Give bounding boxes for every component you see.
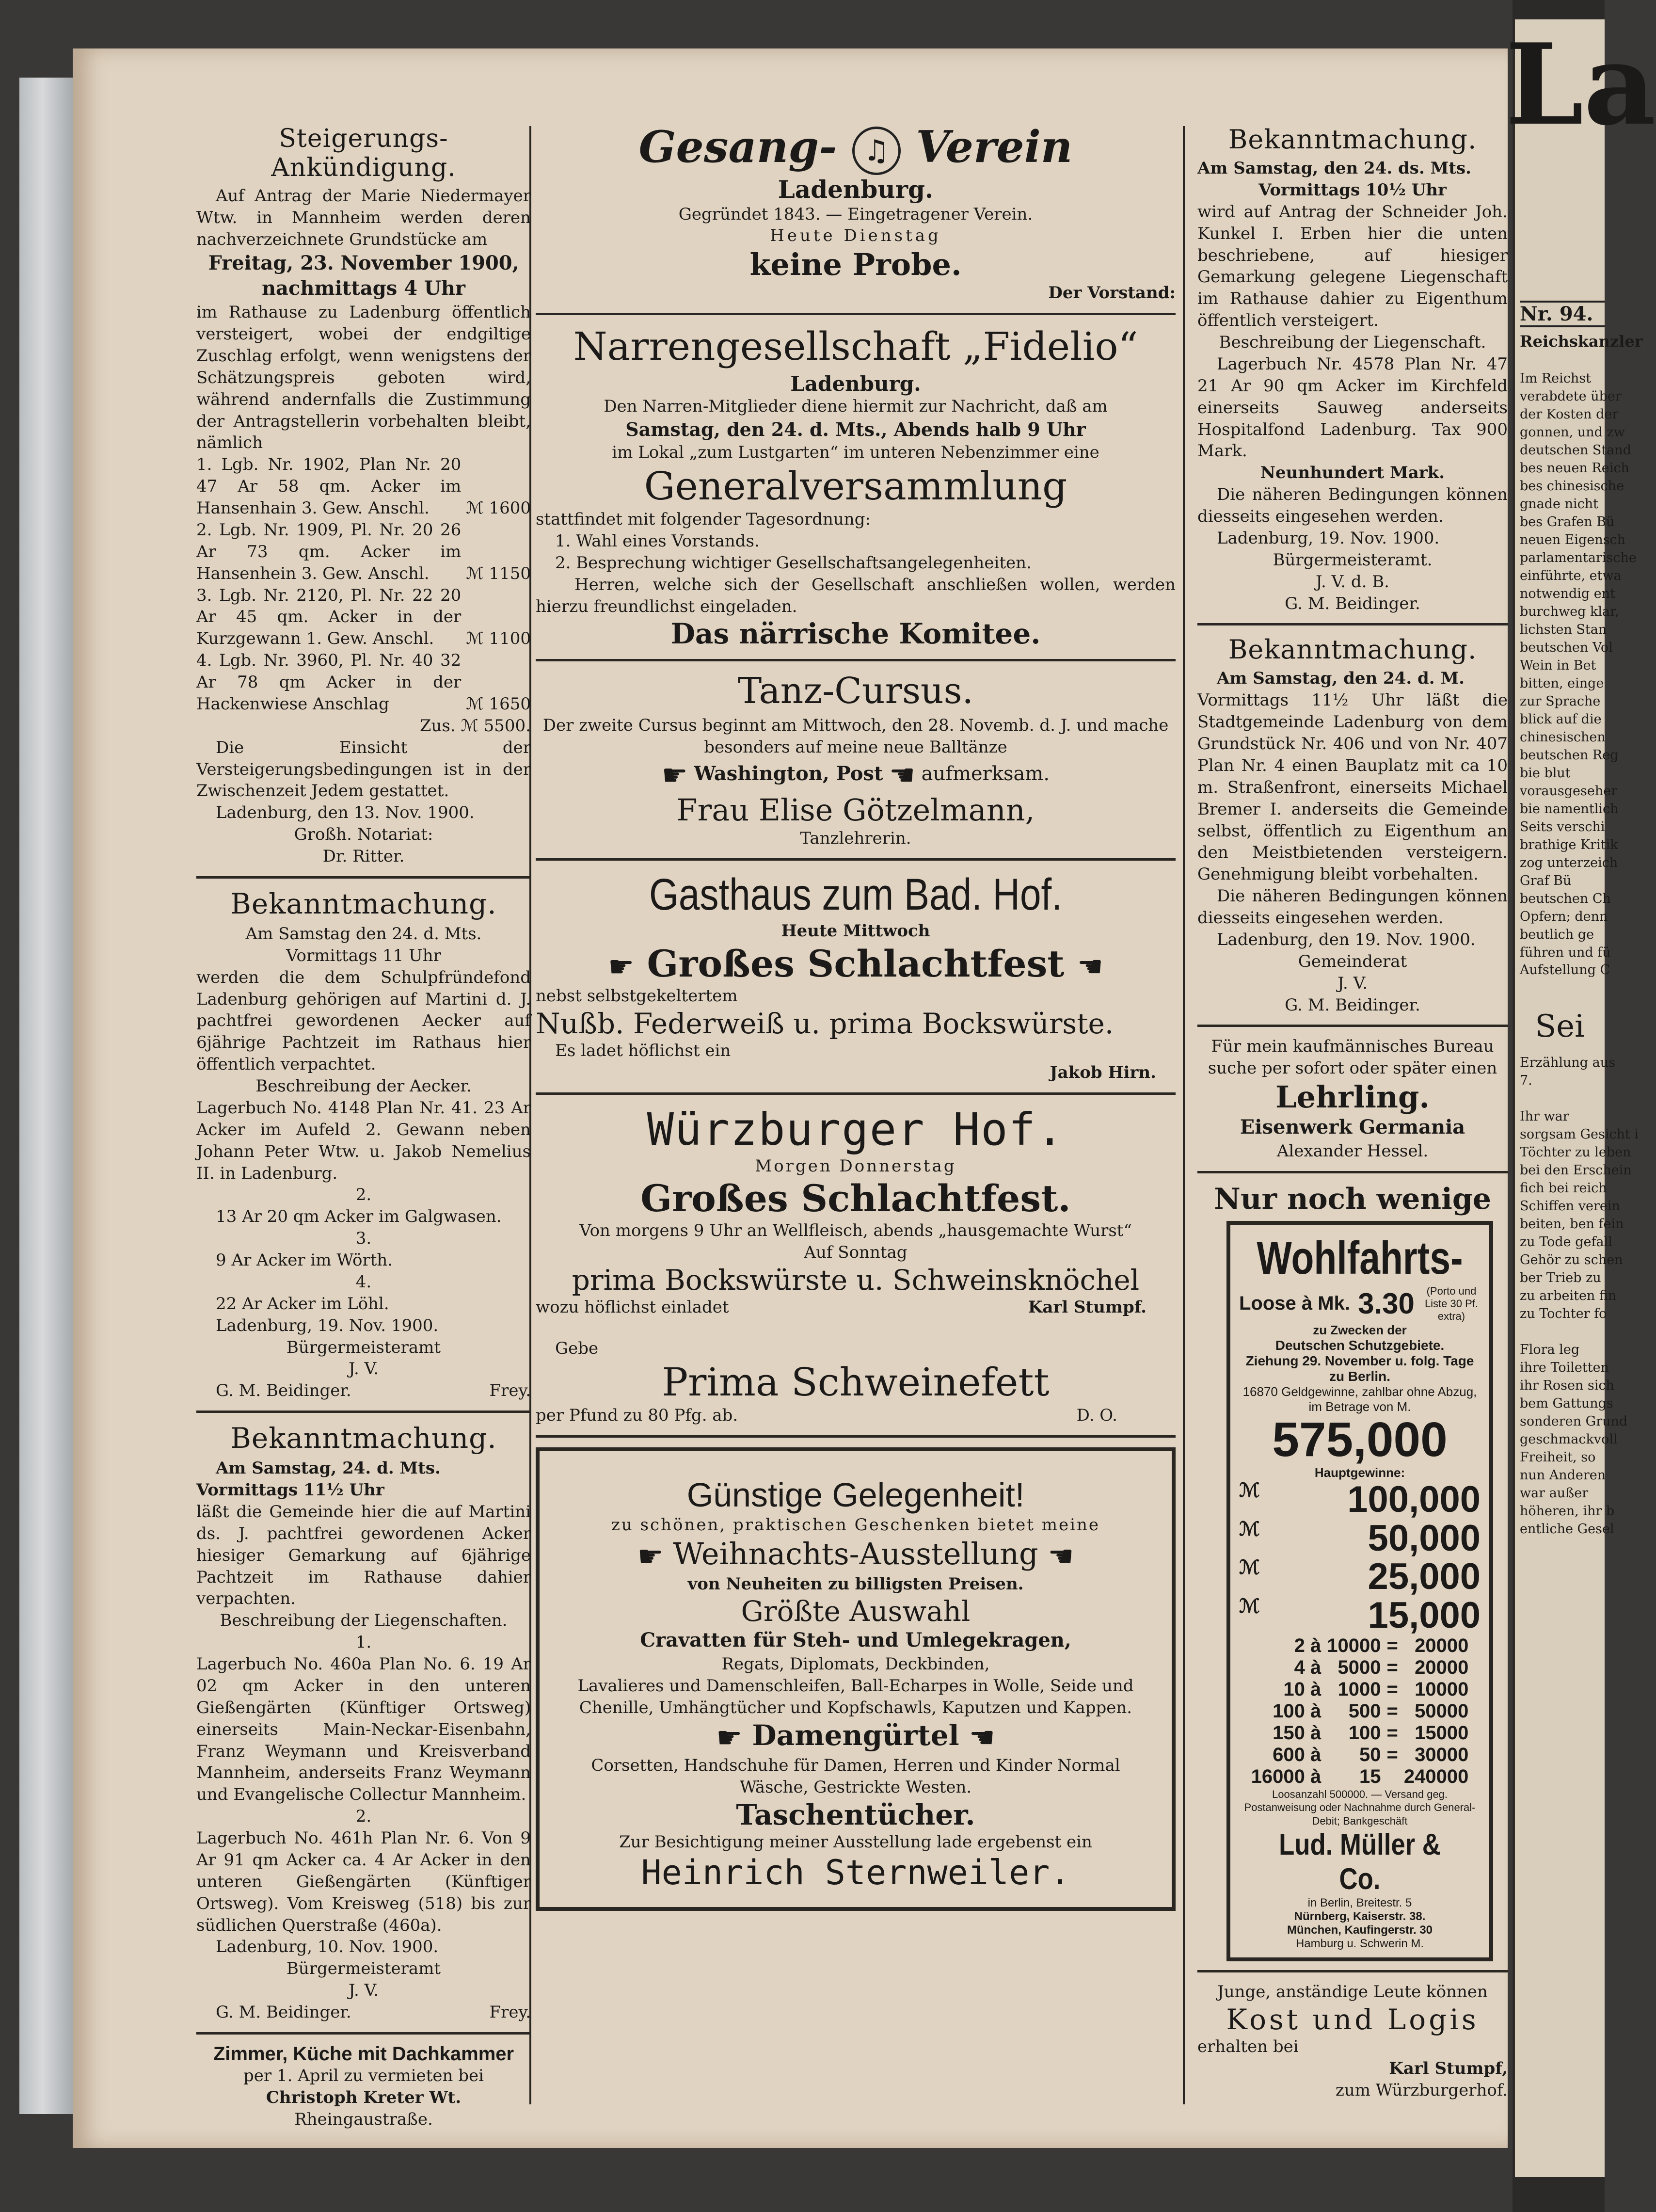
tanz-dance: Washington, Post	[694, 762, 883, 785]
c3-ad3-firm: Eisenwerk Germania	[1240, 1116, 1465, 1139]
wuerzburger-offer: prima Bockswürste u. Schweinsknöchel	[572, 1264, 1140, 1297]
narren-city: Ladenburg.	[790, 372, 921, 396]
weihnacht-items-3: Lavalieres und Damenschleifen, Ball-Echarpes in Wolle, Seide und Chenille, Umhängtücher und Kopfschawls, Kaputzen und Kappen.	[577, 1676, 1134, 1717]
c3-ad1-date: Am Samstag, den 24. ds. Mts.	[1197, 159, 1471, 178]
tanz-body: Der zweite Cursus beginnt am Mittwoch, den 28. Novemb. d. J. und mache besonders auf meine neue Balltänze	[542, 716, 1169, 757]
next-issue: Nr. 94.	[1520, 301, 1605, 327]
lotto-table-row	[1248, 1679, 1472, 1700]
lotto-table-cell: 100 à	[1273, 1700, 1322, 1722]
auction-time: nachmittags 4 Uhr	[261, 277, 466, 300]
c3-ad1-title: Bekanntmachung.	[1228, 124, 1477, 155]
wuerzburger-invite: wozu höflichst einladet	[536, 1298, 729, 1317]
tanz-ad	[536, 670, 1176, 850]
lotto-table-cell: 50000	[1415, 1700, 1469, 1722]
lotto-table-cell	[1384, 1766, 1401, 1788]
divider	[536, 1435, 1176, 1438]
weihnacht-items-2: Regats, Diplomats, Deckbinden,	[721, 1654, 990, 1674]
lotto-table-row	[1248, 1722, 1472, 1744]
auction-note: Die Einsicht der Versteigerungsbedingungen ist in der Zwischenzeit Jedem gestattet.	[196, 737, 531, 801]
fett-gebe: Gebe	[555, 1339, 599, 1359]
weihnacht-line2: von Neuheiten zu billigsten Preisen.	[687, 1574, 1024, 1594]
weihnacht-invite: Zur Besichtigung meiner Ausstellung lade ergebenst ein	[619, 1832, 1092, 1852]
auction-lot-2: 2. Lgb. Nr. 1909, Pl. Nr. 20 26 Ar 73 qm. Acker im Hansenhein 3. Gew. Anschl.	[196, 520, 462, 583]
lotto-title: Wohlfahrts-	[1257, 1232, 1463, 1284]
lease1-time: Vormittags 11 Uhr	[286, 946, 441, 965]
lotto-table-cell: 20000	[1415, 1635, 1469, 1656]
divider	[536, 858, 1176, 861]
pointing-hand-left-icon: ☚	[1048, 1539, 1074, 1573]
lease1-n2: 2.	[355, 1185, 372, 1205]
wuerzburger-when: Morgen Donnerstag	[755, 1156, 956, 1176]
weihnacht-belt: Damengürtel	[752, 1718, 959, 1752]
lease1-place: Ladenburg, 19. Nov. 1900.	[216, 1315, 439, 1335]
lotto-table-cell: 150 à	[1273, 1722, 1322, 1744]
c3-ad1-time: Vormittags 10½ Uhr	[1258, 180, 1447, 200]
c3-ad1-tax: Neunhundert Mark.	[1260, 463, 1445, 483]
c3-ad1-body: wird auf Antrag der Schneider Joh. Kunkel I. Erben hier die unten beschriebene, auf hiesiger Gemarkung gelegene Liegenschaft im Rathause dahier zu Eigenthum öffentlich versteigert.	[1197, 202, 1508, 331]
lease2-sign: G. M. Beidinger.	[216, 2003, 351, 2022]
lease2-n2: 2.	[355, 1807, 372, 1827]
lease-notice-2	[196, 1422, 531, 2023]
lease2-sub: Beschreibung der Liegenschaften.	[220, 1611, 508, 1631]
lotto-currency-2: ℳ	[1239, 1518, 1260, 1540]
c3-ad3-title: Lehrling.	[1275, 1079, 1430, 1115]
next-sub: Sei	[1535, 1009, 1585, 1045]
lease2-date: Am Samstag, 24. d. Mts.	[216, 1459, 441, 1478]
lease2-place: Ladenburg, 10. Nov. 1900.	[216, 1937, 439, 1957]
divider	[1197, 1171, 1508, 1173]
narren-agenda-intro: stattfindet mit folgender Tagesordnung:	[536, 510, 871, 529]
lotto-table-row	[1248, 1657, 1472, 1679]
c3-ad5-place: zum Würzburgerhof.	[1335, 2081, 1508, 2100]
divider	[1197, 623, 1508, 625]
narren-invite: Herren, welche sich der Gesellschaft anschließen wollen, werden hierzu freundlichst eingeladen.	[536, 575, 1176, 616]
wuerzburger-body: Von morgens 9 Uhr an Wellfleisch, abends „hausgemachte Wurst“	[579, 1221, 1132, 1241]
c3-ad2-note: Die näheren Bedingungen können diesseits eingesehen werden.	[1197, 886, 1508, 928]
lotto-jackpot: 575,000	[1272, 1412, 1448, 1467]
lotto-table	[1248, 1635, 1472, 1788]
weihnacht-sign: Heinrich Sternweiler.	[641, 1853, 1070, 1893]
lease2-time: Vormittags 11½ Uhr	[196, 1480, 384, 1500]
c3-ad1-note: Die näheren Bedingungen können diesseits eingesehen werden.	[1197, 485, 1508, 526]
auction-lot-3: 3. Lgb. Nr. 2120, Pl. Nr. 22 20 Ar 45 qm. Acker in der Kurzgewann 1. Gew. Anschl.	[196, 585, 462, 649]
lease2-title: Bekanntmachung.	[230, 1422, 497, 1455]
lotto-table-cell: =	[1386, 1656, 1398, 1678]
schweinefett-ad	[536, 1338, 1176, 1427]
lotto-table-cell: 16000 à	[1251, 1765, 1322, 1787]
lease-notice-1	[196, 887, 531, 1402]
lotto-prize-4: 15,000	[1368, 1595, 1481, 1636]
lotto-table-cell: 4 à	[1294, 1656, 1322, 1678]
room-body: per 1. April zu vermieten bei	[243, 2066, 484, 2085]
lease1-lot-2: 13 Ar 20 qm Acker im Galgwasen.	[216, 1207, 502, 1227]
lotto-table-cell: 240000	[1403, 1765, 1469, 1787]
lotto-table-cell: 10 à	[1283, 1678, 1322, 1700]
lotto-table-cell: 1000	[1338, 1678, 1381, 1700]
lotto-table-row	[1248, 1635, 1472, 1657]
lotto-table-cell: =	[1386, 1678, 1398, 1700]
divider	[196, 876, 531, 879]
next-masthead: La	[1505, 19, 1656, 150]
lease2-sign-2: Frey.	[489, 2003, 531, 2022]
lease1-lot-4: 22 Ar Acker im Löhl.	[216, 1294, 389, 1314]
lotto-purpose2: Deutschen Schutzgebiete.	[1275, 1337, 1445, 1353]
lotto-table-cell: =	[1386, 1635, 1398, 1656]
pointing-hand-right-icon: ☛	[661, 758, 688, 793]
lotto-city: zu Berlin.	[1329, 1368, 1390, 1384]
c3-ad5-body: Junge, anständige Leute können	[1217, 1982, 1488, 2002]
c3-ad2-office: Gemeinderat	[1298, 951, 1407, 971]
lotto-misc: Loosanzahl 500000. — Versand geg. Postanweisung oder Nachnahme durch General-Debit; Bankgeschäft	[1244, 1788, 1476, 1827]
c3-ad2-place: Ladenburg, den 19. Nov. 1900.	[1217, 930, 1476, 949]
c3-ad1-jv: J. V. d. B.	[1315, 572, 1389, 592]
lease1-office: Bürgermeisteramt	[286, 1337, 441, 1357]
badhof-sign: Jakob Hirn.	[1050, 1062, 1156, 1082]
lease1-jv: J. V.	[348, 1359, 379, 1379]
weihnacht-title: Günstige Gelegenheit!	[686, 1475, 1025, 1514]
room-name: Christoph Kreter Wt.	[266, 2087, 462, 2107]
lotto-table-cell: =	[1386, 1700, 1398, 1722]
tanz-title: Tanz-Cursus.	[737, 670, 974, 712]
lotto-addr1: in Berlin, Breitestr. 5	[1307, 1896, 1412, 1910]
auction-title: Steigerungs-Ankündigung.	[271, 124, 456, 182]
c3-ad1-office: Bürgermeisteramt.	[1273, 550, 1433, 570]
next-heading: Reichskanzler	[1520, 332, 1643, 351]
c3-ad2-jv: J. V.	[1337, 973, 1368, 993]
pointing-hand-left-icon: ☚	[889, 758, 915, 793]
lotto-table-cell: 100	[1348, 1722, 1381, 1744]
lotto-prize-2: 50,000	[1368, 1517, 1481, 1559]
badhof-event: Großes Schlachtfest	[647, 942, 1065, 985]
narren-date: Samstag, den 24. d. Mts., Abends halb 9 Uhr	[625, 418, 1086, 440]
auction-office: Großh. Notariat:	[294, 825, 433, 845]
lotto-currency-1: ℳ	[1239, 1479, 1260, 1501]
lotto-table-cell: 500	[1348, 1700, 1381, 1722]
weihnacht-hk: Taschentücher.	[736, 1798, 975, 1831]
lease1-sign-2: Frey.	[489, 1381, 531, 1401]
auction-lot-2-price: ℳ 1150	[466, 563, 531, 583]
divider	[196, 2032, 531, 2035]
gesang-city: Ladenburg.	[778, 175, 934, 204]
lotto-loose: Loose à Mk.	[1239, 1293, 1350, 1314]
lotto-addr2: Nürnberg, Kaiserstr. 38.	[1294, 1910, 1426, 1923]
lease2-lot-2: Lagerbuch No. 461h Plan Nr. 6. Von 9 Ar 91 qm Acker ca. 4 Ar Acker in den unteren Gießengärten (Künftiger Ortsweg). Vom Kreisweg (518) bis zur südlichen Querstraße (460a).	[196, 1828, 531, 1935]
lottery-box	[1226, 1221, 1493, 1962]
auction-lot-1: 1. Lgb. Nr. 1902, Plan Nr. 20 47 Ar 58 qm. Acker im Hansenhain 3. Gew. Anschl.	[196, 455, 462, 518]
wuerzburger-ad	[536, 1104, 1176, 1319]
next-page-fragment	[1505, 19, 1656, 2177]
c3-ad5-name: Karl Stumpf,	[1389, 2059, 1508, 2079]
pointing-hand-right-icon: ☛	[716, 1720, 743, 1755]
narren-event: Generalversammlung	[644, 464, 1067, 509]
auction-lots	[196, 454, 531, 715]
column-3	[1197, 121, 1508, 2101]
pointing-hand-left-icon: ☚	[1077, 949, 1103, 984]
book-spine	[19, 78, 78, 2114]
divider	[1197, 1970, 1508, 1972]
gesang-today: Heute Dienstag	[770, 226, 941, 246]
kost-logis-ad	[1197, 1981, 1508, 2101]
room-street: Rheingaustraße.	[294, 2109, 433, 2129]
lotto-purpose1: zu Zwecken der	[1313, 1322, 1407, 1337]
column-1	[196, 121, 531, 2131]
weihnachts-ad	[536, 1447, 1176, 1911]
narren-ad	[536, 324, 1176, 650]
lease1-title: Bekanntmachung.	[230, 887, 497, 920]
pointing-hand-right-icon: ☛	[608, 949, 634, 984]
lotto-table-cell: 15000	[1415, 1722, 1469, 1744]
auction-sign: Dr. Ritter.	[322, 847, 405, 866]
c3-ad1-place: Ladenburg, 19. Nov. 1900.	[1217, 528, 1440, 548]
lotto-table-row	[1248, 1700, 1472, 1722]
wuerzburger-title: Würzburger Hof.	[647, 1103, 1065, 1155]
tanz-role: Tanzlehrerin.	[800, 829, 911, 849]
fett-sign: D. O.	[1076, 1405, 1117, 1425]
lotto-table-cell: 2 à	[1294, 1635, 1322, 1656]
narren-sign: Das närrische Komitee.	[670, 617, 1041, 651]
gesang-founded: Gegründet 1843. — Eingetragener Verein.	[678, 204, 1033, 224]
auction-lot-3-price: ℳ 1100	[466, 629, 531, 649]
auction-lot-4-price: ℳ 1650	[466, 694, 531, 714]
c3-ad2-sign: G. M. Beidinger.	[1285, 995, 1420, 1015]
lotto-header: Nur noch wenige	[1213, 1182, 1492, 1216]
room-ad	[196, 2043, 531, 2131]
gesang-title-right: Verein	[916, 121, 1073, 173]
next-text-1: Im Reichst verabdete über der Kosten der gonnen, und zw deutschen Stand bes neuen Reich bes chinesische gnade nicht bes Grafen Bü neuen Eigensch parlamentarische einführte, etwa notwendig ent burchweg klar, lichsten Stan beutschen Vol Wein in Bet bitten, einge zur Sprache blick auf die chinesischen beutschen Reg bie blut vorausgeseher bie namentlich Seits verschi brathige Kritik zog unterzeich Graf Bü beutschen Ch Opfern; denn beutlich ge führen und fü Aufstellung C	[1520, 371, 1637, 978]
wuerzburger-sunday: Auf Sonntag	[804, 1243, 908, 1263]
narren-agenda-2: 2. Besprechung wichtiger Gesellschaftsangelegenheiten.	[555, 553, 1032, 573]
lotto-table-row	[1248, 1766, 1472, 1788]
c3-ad2-body: Vormittags 11½ Uhr läßt die Stadtgemeinde Ladenburg von dem Grundstück Nr. 406 und von Nr. 407 Plan Nr. 4 einen Bauplatz mit ca 10 m. Straßenfront, einerseits Michael Bremer I. anderseits die Gemeinde selbst, öffentlich zu Eigenthum an den Meistbietenden versteigern. Genehmigung bleibt vorbehalten.	[1197, 690, 1508, 884]
next-text-2: Erzählung aus 7. Ihr war sorgsam Gesicht i Töchter zu leben bei den Erschein fich bei reich Schiffen verein beiten, ben fein zu Tode gefall Gehör zu schen ber Trieb zu zu arbeiten fin zu Tochter fo Flora leg ihre Toiletten ihr Rosen sich bem Gattungs sonderen Grund geschmackvoll Freiheit, so nun Anderen war außer höheren, ihr b entliche Gesel	[1520, 1055, 1639, 1537]
auction-total: Zus. ℳ 5500.	[419, 716, 531, 736]
lease2-office: Bürgermeisteramt	[286, 1959, 441, 1979]
column-rule-2	[1183, 126, 1185, 2104]
lotto-main: Hauptgewinne:	[1314, 1465, 1405, 1480]
gesang-notice: keine Probe.	[749, 247, 962, 283]
c3-ad5-title: Kost und Logis	[1226, 2003, 1479, 2036]
verst-notice	[1197, 124, 1508, 614]
tanz-attn: aufmerksam.	[921, 763, 1050, 785]
narren-body: Den Narren-Mitglieder diene hiermit zur Nachricht, daß am	[604, 397, 1108, 417]
wuerzburger-event: Großes Schlachtfest.	[640, 1177, 1071, 1220]
c3-ad5-body2: erhalten bei	[1197, 2037, 1299, 2057]
weihnacht-items-1: Cravatten für Steh- und Umlegekragen,	[640, 1629, 1071, 1652]
lotto-prize-1: 100,000	[1347, 1478, 1481, 1520]
divider	[536, 313, 1176, 315]
lease1-n3: 3.	[355, 1229, 372, 1249]
tanz-name: Frau Elise Götzelmann,	[676, 792, 1035, 828]
lotto-table-cell: 600 à	[1273, 1744, 1322, 1765]
divider	[196, 1411, 531, 1413]
auction-body-2: im Rathause zu Ladenburg öffentlich versteigert, wobei der endgiltige Zuschlag erfolgt, wenn wenigstens der Schätzungspreis geboten wird, während andernfalls die Zustimmung der Antragstellerin vorbehalten bleibt, nämlich	[196, 303, 531, 453]
weihnacht-line1: zu schönen, praktischen Geschenken bietet meine	[611, 1515, 1100, 1535]
lotto-table-cell: 30000	[1415, 1744, 1469, 1765]
bauplatz-notice	[1197, 634, 1508, 1016]
c3-ad1-sub: Beschreibung der Liegenschaft.	[1219, 333, 1486, 352]
badhof-invite: Es ladet höflichst ein	[555, 1041, 731, 1060]
fett-title: Prima Schweinefett	[662, 1359, 1050, 1405]
badhof-ad	[536, 869, 1176, 1084]
lotto-table-cell: =	[1386, 1722, 1398, 1744]
lease1-lot-3: 9 Ar Acker im Wörth.	[216, 1250, 393, 1270]
auction-lot-1-price: ℳ 1600	[466, 498, 531, 518]
lotto-price: 3.30	[1358, 1287, 1415, 1320]
auction-place: Ladenburg, den 13. Nov. 1900.	[216, 803, 475, 823]
c3-ad1-sign: G. M. Beidinger.	[1285, 593, 1420, 613]
lotto-seller: Lud. Müller & Co.	[1279, 1828, 1441, 1896]
narren-agenda-1: 1. Wahl eines Vorstands.	[555, 531, 760, 551]
lotto-table-cell: 50	[1359, 1744, 1381, 1765]
lease1-date: Am Samstag den 24. d. Mts.	[245, 924, 482, 944]
lotto-wins: 16870 Geldgewinne, zahlbar ohne Abzug, im Betrage von M.	[1242, 1384, 1477, 1414]
lotto-table-cell: 10000	[1415, 1678, 1469, 1700]
room-title: Zimmer, Küche mit Dachkammer	[213, 2043, 514, 2065]
lotto-prize-3: 25,000	[1368, 1556, 1481, 1598]
c3-ad3-body: Für mein kaufmännisches Bureau suche per sofort oder später einen	[1208, 1037, 1497, 1078]
lyre-icon: ♫	[852, 127, 901, 175]
lotto-table-row	[1248, 1744, 1472, 1766]
lotto-porto: (Porto und Liste 30 Pf. extra)	[1424, 1284, 1479, 1322]
lotto-table-cell: =	[1386, 1744, 1398, 1765]
lehrling-ad	[1197, 1036, 1508, 1162]
weihnacht-big: Größte Auswahl	[741, 1595, 971, 1628]
badhof-title: Gasthaus zum Bad. Hof.	[649, 870, 1062, 920]
lease2-lot-1: Lagerbuch No. 460a Plan No. 6. 19 Ar 02 qm Acker in den unteren Gießengärten (Künftiger Ortsweg) einerseits Main-Neckar-Eisenbahn, Franz Weymann und Kreisverband Mannheim, anderseits Franz Weymann und Evangelische Collectur Mannheim.	[196, 1654, 531, 1805]
lottery-ad	[1197, 1182, 1508, 1962]
narren-title: Narrengesellschaft „Fidelio“	[573, 324, 1138, 369]
c3-ad2-title: Bekanntmachung.	[1228, 634, 1477, 665]
gesang-sign: Der Vorstand:	[1048, 283, 1176, 303]
wuerzburger-sign: Karl Stumpf.	[1028, 1298, 1146, 1317]
lease2-body: läßt die Gemeinde hier die auf Martini ds. J. pachtfrei gewordenen Acker hiesiger Gemarkung auf 6jährige Pachtzeit im Rathause dahier verpachten.	[196, 1502, 531, 1609]
lotto-table-cell: 20000	[1415, 1656, 1469, 1678]
lease1-n4: 4.	[355, 1272, 372, 1292]
fett-price: per Pfund zu 80 Pfg. ab.	[536, 1405, 738, 1425]
divider	[1197, 1025, 1508, 1027]
lease2-jv: J. V.	[348, 1981, 379, 2001]
lotto-addr4: Hamburg u. Schwerin M.	[1295, 1937, 1424, 1951]
lotto-currency-3: ℳ	[1239, 1557, 1260, 1579]
auction-date: Freitag, 23. November 1900,	[208, 251, 519, 274]
c3-ad3-name: Alexander Hessel.	[1276, 1141, 1429, 1161]
badhof-also: nebst selbstgekeltertem	[536, 986, 738, 1006]
weihnacht-exhibit: Weihnachts-Ausstellung	[673, 1536, 1038, 1571]
pointing-hand-right-icon: ☛	[637, 1539, 664, 1573]
divider	[536, 659, 1176, 661]
pointing-hand-left-icon: ☚	[969, 1720, 995, 1755]
lotto-table-cell: 5000	[1338, 1656, 1381, 1678]
lotto-currency-4: ℳ	[1239, 1596, 1260, 1618]
lease1-lot-1: Lagerbuch No. 4148 Plan Nr. 41. 23 Ar Acker im Aufeld 2. Gewann neben Johann Peter Wtw. u. Jakob Nemelius II. in Ladenburg.	[196, 1098, 531, 1183]
lotto-draw: Ziehung 29. November u. folg. Tage	[1245, 1353, 1474, 1368]
divider	[536, 1092, 1176, 1095]
column-2	[536, 121, 1176, 1911]
lease1-sub: Beschreibung der Aecker.	[255, 1076, 472, 1096]
lease2-n1: 1.	[355, 1633, 372, 1652]
lotto-addr3: München, Kaufingerstr. 30	[1287, 1923, 1433, 1937]
auction-lot-4: 4. Lgb. Nr. 3960, Pl. Nr. 40 32 Ar 78 qm Acker in der Hackenwiese Anschlag	[196, 651, 462, 714]
lotto-table-cell: 15	[1359, 1765, 1381, 1787]
lotto-table-cell: 10000	[1327, 1635, 1381, 1656]
auction-body: Auf Antrag der Marie Niedermayer Wtw. in Mannheim werden deren nachverzeichnete Grundstücke am	[196, 186, 531, 249]
lease1-body: werden die dem Schulpfründefond Ladenburg gehörigen auf Martini d. J. pachtfrei gewordenen Aecker auf 6jährige Pachtzeit im Rathaus hier öffentlich verpachtet.	[196, 967, 531, 1074]
weihnacht-items-4: Corsetten, Handschuhe für Damen, Herren und Kinder Normal Wäsche, Gestrickte Westen.	[591, 1755, 1120, 1797]
badhof-today: Heute Mittwoch	[781, 921, 930, 941]
gesang-verein-ad	[536, 121, 1176, 304]
c3-ad1-lot: Lagerbuch Nr. 4578 Plan Nr. 47 21 Ar 90 qm Acker im Kirchfeld einerseits Sauweg anderseits Hospitalfond Ladenburg. Tax 900 Mark.	[1197, 354, 1508, 461]
narren-body-2: im Lokal „zum Lustgarten“ im unteren Nebenzimmer eine	[612, 443, 1099, 463]
c3-ad2-date: Am Samstag, den 24. d. M.	[1217, 669, 1465, 689]
gesang-title-left: Gesang-	[638, 121, 837, 173]
auction-notice	[196, 124, 531, 867]
lease1-sign: G. M. Beidinger.	[216, 1381, 351, 1401]
badhof-wine: Nußb. Federweiß u. prima Bockswürste.	[536, 1007, 1114, 1040]
